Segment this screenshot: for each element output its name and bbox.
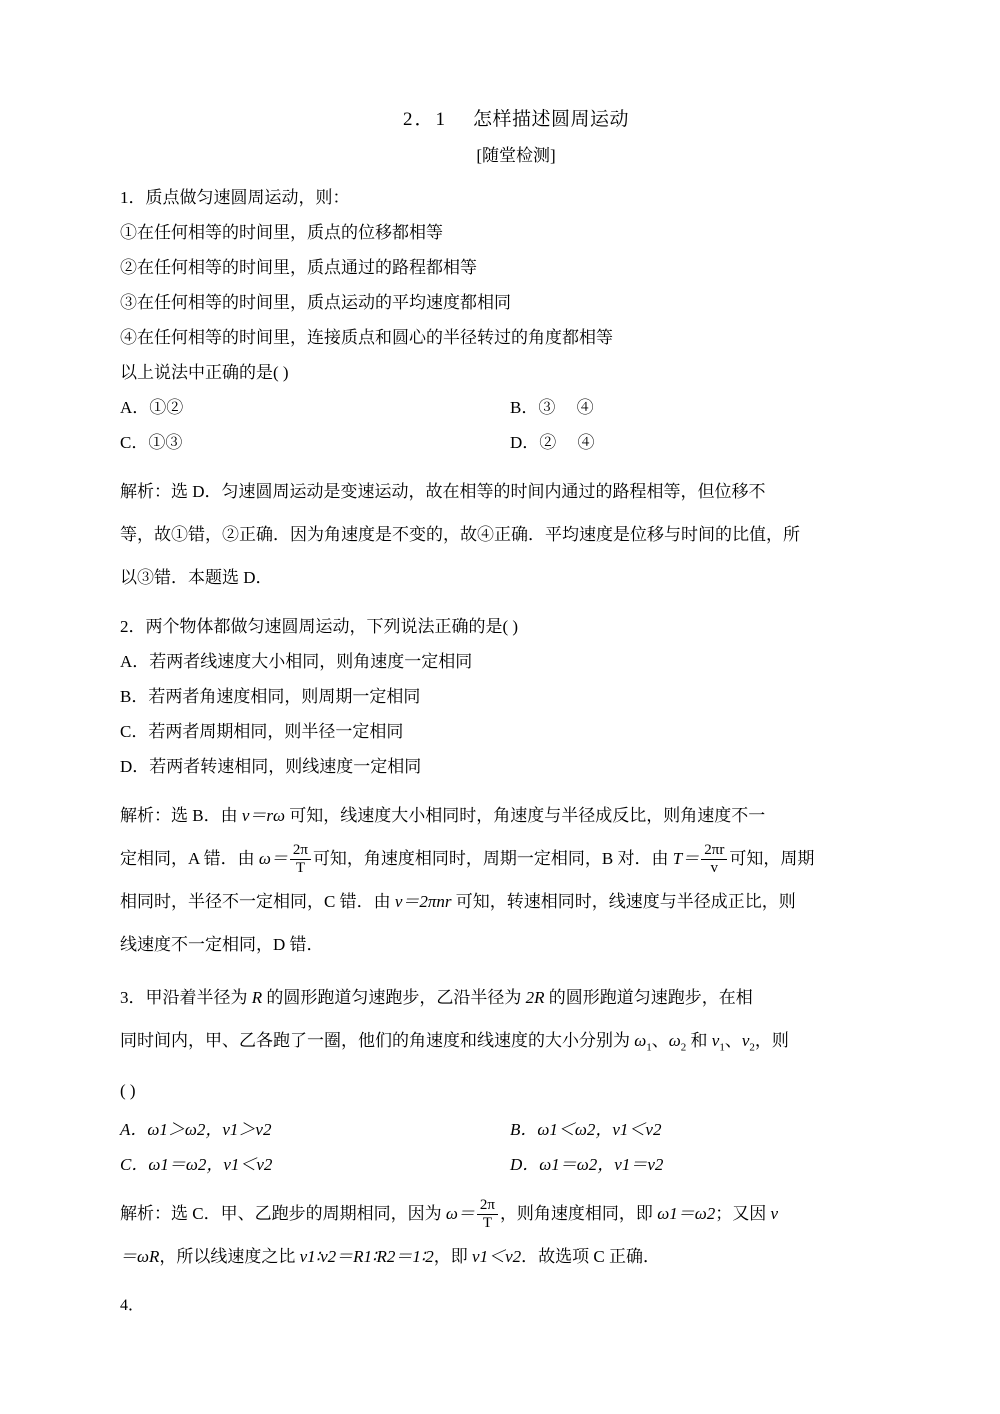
q3-sol-l1-a: 解析：选 C．甲、乙跑步的周期相同，因为 <box>120 1204 446 1224</box>
question-2-solution-line-3 <box>120 880 872 923</box>
question-1-item-3: ③在任何相等的时间里，质点运动的平均速度都相同 <box>120 293 511 312</box>
q2-sol-l1-a: 解析：选 B．由 <box>120 806 242 825</box>
q2-sol-l2-c: 可知，周期 <box>729 849 815 868</box>
question-3-option-b <box>482 1112 872 1147</box>
q2-sol-l2-T: T＝ <box>672 849 700 868</box>
q3-frac-denominator: T <box>477 1214 498 1232</box>
q2-frac1-numerator: 2π <box>292 842 308 859</box>
question-1-option-c: C．①③ <box>120 433 183 452</box>
q3-sol-l1-d: ；又因 <box>715 1204 771 1224</box>
q3-sol-l2-f: ．故选项 C 正确． <box>521 1247 660 1267</box>
title-text: 怎样描述圆周运动 <box>473 109 630 130</box>
question-4-stem: 4． <box>120 1297 145 1315</box>
question-3-stem-line-3: ( ) <box>120 1081 136 1101</box>
q3-option-d-text: D．ω1＝ω2，v1＝v2 <box>510 1155 664 1175</box>
question-3-options-row-1 <box>120 1112 872 1147</box>
q2-frac1-denominator: T <box>290 859 311 877</box>
question-3-option-a <box>120 1112 482 1147</box>
q2-sol-l3-c: 可知，转速相同时，线速度与半径成正比，则 <box>451 892 796 911</box>
q2-sol-l3-a: 相同时，半径不一定相同，C 错．由 <box>120 892 395 911</box>
question-1-stem: 1．质点做匀速圆周运动，则： <box>120 188 350 207</box>
question-2-solution-line-4: 线速度不一定相同，D 错． <box>120 935 324 954</box>
q3-v1-sub: 1 <box>719 1041 725 1054</box>
page-title <box>120 104 872 131</box>
question-3-option-d <box>482 1147 872 1182</box>
question-1-item-4: ④在任何相等的时间里，连接质点和圆心的半径转过的角度都相等 <box>120 328 613 347</box>
q3-sol-l2-b: ，所以线速度之比 <box>159 1247 300 1267</box>
q3-radius-2R: 2R <box>525 988 545 1007</box>
q3-omega1-sub: 1 <box>646 1041 652 1054</box>
q3-v1: v <box>711 1031 720 1050</box>
q2-sol-l1-c: 可知，线速度大小相同时，角速度与半径成反比，则角速度不一 <box>285 806 766 825</box>
q2-sol-l2-a: 定相同，A 错．由 <box>120 849 259 868</box>
q3-option-b-text: B．ω1＜ω2，v1＜v2 <box>510 1120 662 1140</box>
q3-stem-l2-d: 、 <box>724 1031 742 1050</box>
question-1-options-row-1 <box>120 390 872 425</box>
q3-stem-l2-b: 、 <box>651 1031 669 1050</box>
q2-fraction-2pi-over-T <box>290 842 311 876</box>
q3-omega1: ω <box>634 1031 647 1050</box>
q3-sol-l2-a: ＝ωR <box>120 1247 160 1267</box>
question-2-solution-line-2 <box>120 837 872 880</box>
question-1-item-2: ②在任何相等的时间里，质点通过的路程都相等 <box>120 258 477 277</box>
q2-sol-l1-formula: v＝rω <box>241 806 286 825</box>
q3-sol-l1-v: v <box>770 1204 778 1224</box>
question-3-options-row-2 <box>120 1147 872 1182</box>
question-3-solution-line-2 <box>120 1235 872 1278</box>
question-2-option-a: A．若两者线速度大小相同，则角速度一定相同 <box>120 652 473 671</box>
q3-sol-l1-b: ，则角速度相同，即 <box>499 1204 658 1224</box>
q2-sol-l2-b: 可知，角速度相同时，周期一定相同，B 对．由 <box>312 849 673 868</box>
question-2-option-b: B．若两者角速度相同，则周期一定相同 <box>120 687 421 706</box>
question-1-item-1: ①在任何相等的时间里，质点的位移都相等 <box>120 223 443 242</box>
title-number: 2．1 <box>402 109 447 130</box>
q3-sol-l2-d: ，即 <box>433 1247 473 1267</box>
question-3-solution-line-1 <box>120 1192 872 1235</box>
q3-sol-omega-eq: ω＝ <box>445 1204 475 1224</box>
question-1-options-row-2 <box>120 425 872 460</box>
q3-sol-l2-e: v1＜v2 <box>472 1247 522 1267</box>
question-3-stem-line-2 <box>120 1019 872 1069</box>
question-1-solution-line-3: 以③错．本题选 D． <box>120 568 273 587</box>
q3-radius-R: R <box>251 988 263 1007</box>
question-1-solution-line-1: 解析：选 D．匀速圆周运动是变速运动，故在相等的时间内通过的路程相等，但位移不 <box>120 482 766 501</box>
section-subtitle: [随堂检测] <box>476 146 556 165</box>
q3-sol-l2-c: v1∶v2＝R1∶R2＝1∶2 <box>299 1247 434 1267</box>
q2-fraction-2pir-over-v <box>701 842 727 876</box>
question-3-option-c <box>120 1147 482 1182</box>
question-1-ask: 以上说法中正确的是( ) <box>120 363 289 382</box>
question-2-stem: 2．两个物体都做匀速圆周运动，下列说法正确的是( ) <box>120 617 519 636</box>
q3-frac-numerator: 2π <box>479 1197 495 1214</box>
q2-frac2-denominator: v <box>701 859 727 877</box>
q2-sol-l2-omega: ω＝ <box>258 849 288 868</box>
q3-stem-l1-b: 的圆形跑道匀速跑步，乙沿半径为 <box>262 988 526 1007</box>
q2-frac2-numerator: 2πr <box>704 842 725 859</box>
question-1-option-d: D．② ④ <box>510 433 595 452</box>
question-3-stem-line-1 <box>120 976 872 1019</box>
q3-fraction-2pi-over-T <box>477 1197 498 1231</box>
question-1-solution-line-2: 等，故①错，②正确．因为角速度是不变的，故④正确．平均速度是位移与时间的比值，所 <box>120 525 800 544</box>
q3-omega2-sub: 2 <box>680 1041 687 1054</box>
q3-stem-l1-a: 3．甲沿着半径为 <box>120 988 252 1007</box>
q3-v2-sub: 2 <box>749 1041 755 1054</box>
question-1-option-a: A．①② <box>120 398 184 417</box>
q3-v2: v <box>741 1031 750 1050</box>
q3-sol-l1-c: ω1＝ω2 <box>657 1204 716 1224</box>
q3-option-c-text: C．ω1＝ω2，v1＜v2 <box>120 1155 273 1175</box>
q2-sol-l3-formula: v＝2πnr <box>394 892 452 911</box>
q3-stem-l2-a: 同时间内，甲、乙各跑了一圈，他们的角速度和线速度的大小分别为 <box>120 1031 635 1050</box>
q3-omega2: ω <box>668 1031 681 1050</box>
q3-stem-l2-e: ，则 <box>754 1031 789 1050</box>
question-2-option-c: C．若两者周期相同，则半径一定相同 <box>120 722 404 741</box>
q3-stem-l2-c: 和 <box>686 1031 712 1050</box>
q3-stem-l1-c: 的圆形跑道匀速跑步，在相 <box>544 988 753 1007</box>
q3-option-a-text: A．ω1＞ω2，v1＞v2 <box>120 1120 272 1140</box>
question-2-option-d: D．若两者转速相同，则线速度一定相同 <box>120 757 422 776</box>
question-2-solution-line-1 <box>120 794 872 837</box>
question-1-option-b: B．③ ④ <box>510 398 594 417</box>
